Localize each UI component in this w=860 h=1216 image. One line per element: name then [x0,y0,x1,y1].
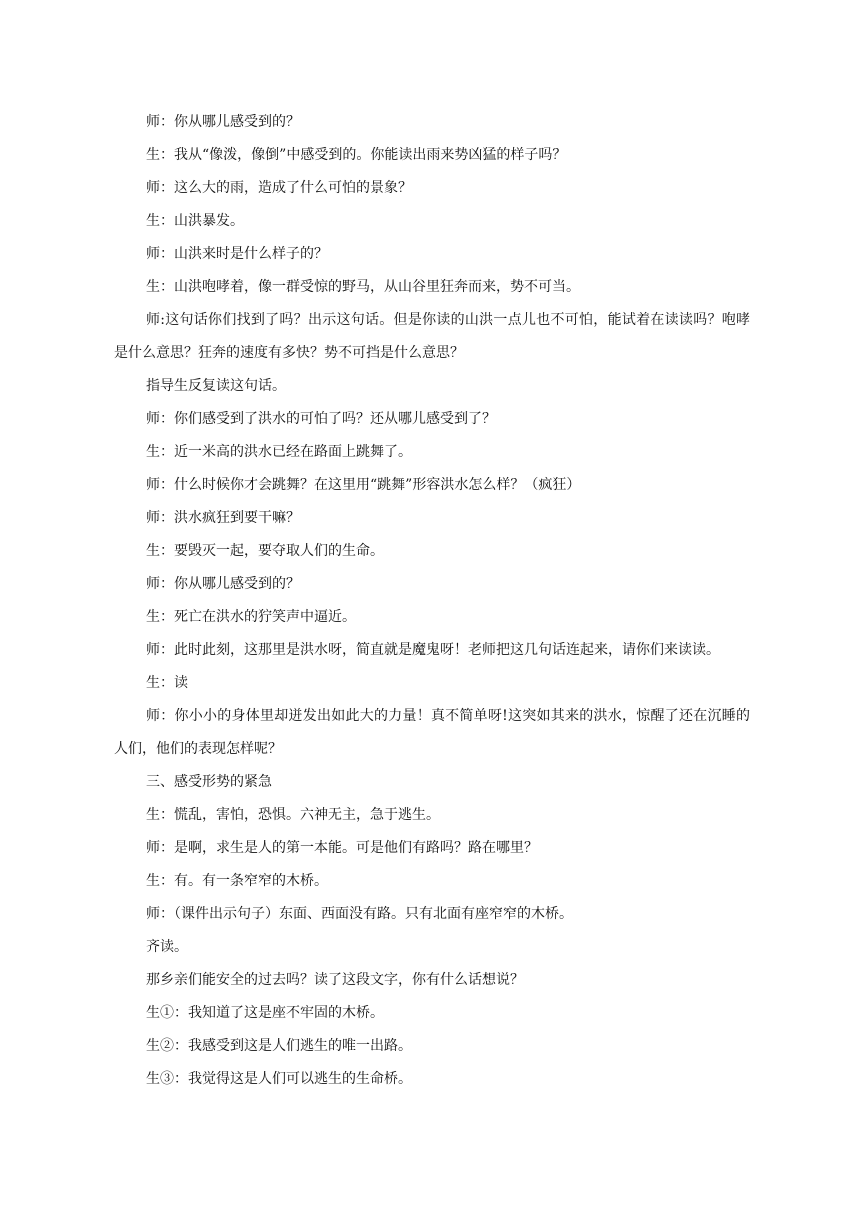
paragraph: 生：有。有一条窄窄的木桥。 [146,873,328,889]
paragraph: 师：你小小的身体里却迸发出如此大的力量！真不简单呀!这突如其来的洪水，惊醒了还在沉睡的人们，他们的表现怎样呢？ [114,708,750,757]
paragraph: 生：读 [146,675,188,691]
document-body [114,106,750,1096]
paragraph: 师：你们感受到了洪水的可怕了吗？还从哪儿感受到了？ [146,411,496,427]
paragraph: 师：山洪来时是什么样子的？ [146,246,328,262]
paragraph: 师：此时此刻，这那里是洪水呀，简直就是魔鬼呀！老师把这几句话连起来，请你们来读读。 [146,642,720,658]
paragraph: 生：要毁灭一起，要夺取人们的生命。 [146,543,384,559]
paragraph: 师：（课件出示句子）东面、西面没有路。只有北面有座窄窄的木桥。 [146,906,573,922]
paragraph: 师：你从哪儿感受到的？ [146,114,300,130]
paragraph: 生：慌乱，害怕，恐惧。六神无主，急于逃生。 [146,807,440,823]
paragraph: 生①：我知道了这是座不牢固的木桥。 [146,1005,384,1021]
paragraph: 生：山洪暴发。 [146,213,244,229]
paragraph: 生：山洪咆哮着，像一群受惊的野马，从山谷里狂奔而来，势不可当。 [146,279,580,295]
paragraph: 那乡亲们能安全的过去吗？读了这段文字，你有什么话想说？ [146,972,524,988]
paragraph: 师：这么大的雨，造成了什么可怕的景象？ [146,180,412,196]
paragraph: 生：我从“像泼，像倒”中感受到的。你能读出雨来势凶猛的样子吗？ [146,147,567,163]
paragraph: 师：什么时候你才会跳舞？在这里用“跳舞”形容洪水怎么样？（疯狂） [146,477,581,493]
paragraph: 生：近一米高的洪水已经在路面上跳舞了。 [146,444,412,460]
paragraph: 生③：我觉得这是人们可以逃生的生命桥。 [146,1071,412,1087]
paragraph: 师：你从哪儿感受到的？ [146,576,300,592]
paragraph: 师：是啊，求生是人的第一本能。可是他们有路吗？路在哪里？ [146,840,538,856]
paragraph: 师：洪水疯狂到要干嘛？ [146,510,300,526]
paragraph: 生：死亡在洪水的狞笑声中逼近。 [146,609,356,625]
paragraph: 生②：我感受到这是人们逃生的唯一出路。 [146,1038,412,1054]
paragraph: 齐读。 [146,939,188,955]
paragraph: 指导生反复读这句话。 [146,378,286,394]
section-heading: 三、感受形势的紧急 [146,774,272,790]
paragraph: 师:这句话你们找到了吗？出示这句话。但是你读的山洪一点儿也不可怕，能试着在读读吗？咆哮是什么意思？狂奔的速度有多快？势不可挡是什么意思？ [114,312,750,361]
